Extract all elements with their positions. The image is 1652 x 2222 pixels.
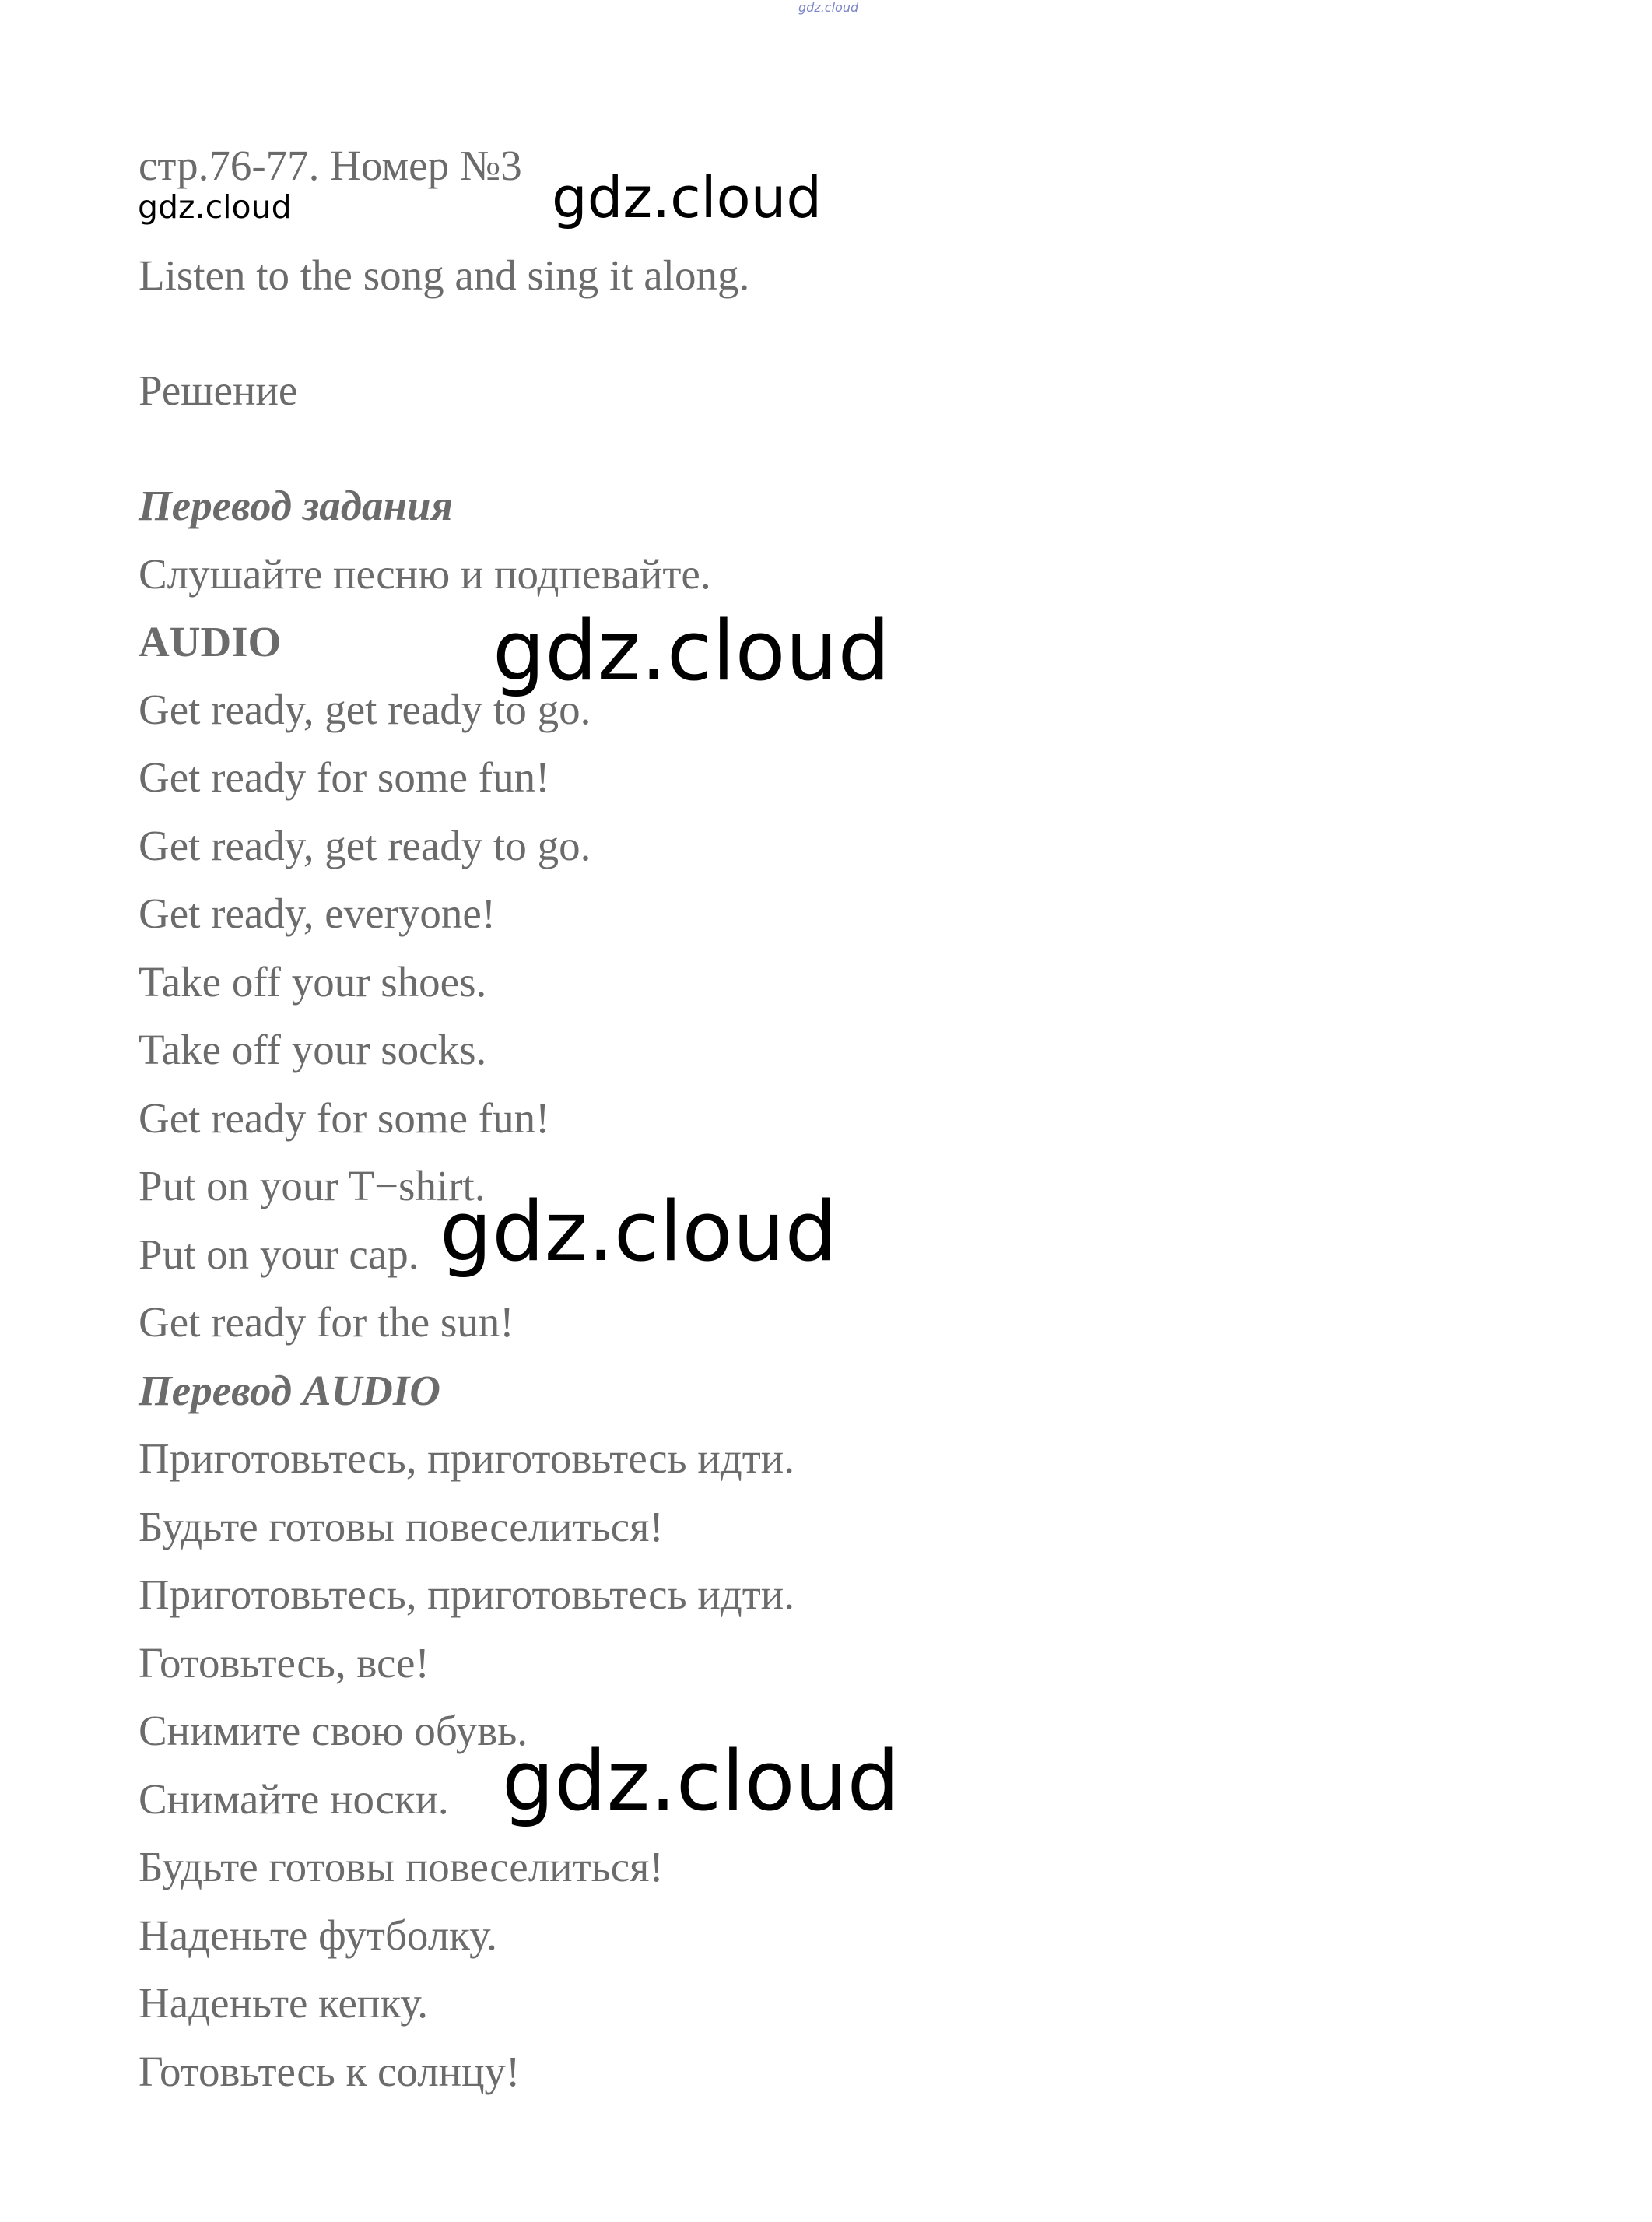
- solution-label: Решение: [139, 367, 298, 414]
- audio-line: Get ready for the sun!: [139, 1298, 514, 1346]
- audio-translation-line: Снимите свою обувь.: [139, 1707, 528, 1754]
- audio-line: Get ready, everyone!: [139, 890, 496, 937]
- watermark-top: gdz.cloud: [798, 0, 859, 15]
- task-translation-heading: Перевод задания: [139, 482, 453, 529]
- watermark-large: gdz.cloud: [502, 1733, 900, 1829]
- audio-translation-line: Наденьте кепку.: [139, 1979, 429, 2027]
- watermark-small: gdz.cloud: [138, 188, 292, 226]
- audio-line: Take off your socks.: [139, 1026, 487, 1073]
- audio-translation-line: Готовьтесь к солнцу!: [139, 2048, 521, 2095]
- audio-line: Get ready for some fun!: [139, 753, 550, 801]
- audio-translation-line: Наденьте футболку.: [139, 1911, 497, 1959]
- watermark-large: gdz.cloud: [493, 603, 890, 699]
- task-translation-text: Слушайте песню и подпевайте.: [139, 550, 711, 598]
- audio-translation-line: Снимайте носки.: [139, 1775, 449, 1823]
- task-text: Listen to the song and sing it along.: [139, 251, 750, 299]
- watermark-large: gdz.cloud: [440, 1184, 837, 1279]
- audio-heading: AUDIO: [139, 618, 282, 665]
- audio-line: Get ready for some fun!: [139, 1094, 550, 1142]
- audio-line: Take off your shoes.: [139, 958, 487, 1006]
- audio-translation-heading: Перевод AUDIO: [139, 1367, 441, 1414]
- watermark-mid: gdz.cloud: [552, 165, 822, 230]
- audio-line: Put on your T−shirt.: [139, 1162, 486, 1209]
- audio-translation-line: Приготовьтесь, приготовьтесь идти.: [139, 1571, 794, 1618]
- audio-line: Get ready, get ready to go.: [139, 686, 591, 733]
- audio-line: Put on your cap.: [139, 1230, 419, 1278]
- audio-translation-line: Будьте готовы повеселиться!: [139, 1503, 664, 1550]
- audio-translation-line: Приготовьтесь, приготовьтесь идти.: [139, 1434, 794, 1482]
- audio-translation-line: Будьте готовы повеселиться!: [139, 1843, 664, 1890]
- audio-translation-line: Готовьтесь, все!: [139, 1639, 430, 1687]
- audio-line: Get ready, get ready to go.: [139, 822, 591, 869]
- page-title: стр.76-77. Номер №3: [139, 142, 522, 189]
